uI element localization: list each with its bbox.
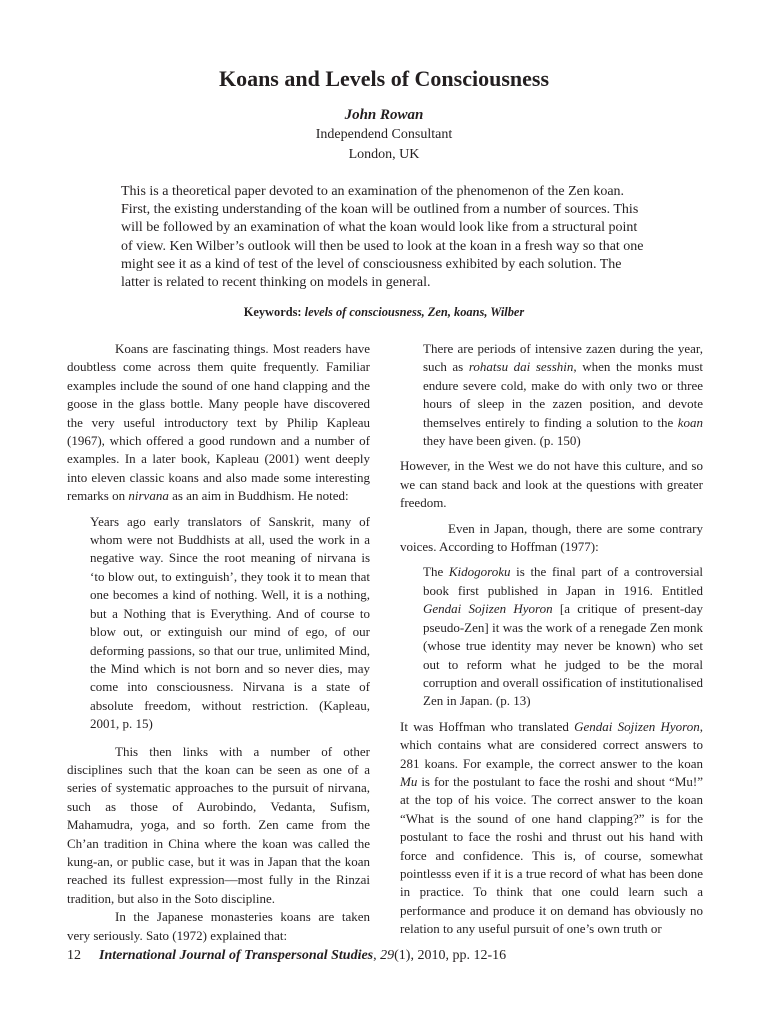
emphasis-text: Gendai Sojizen Hyoron [423, 601, 553, 617]
body-paragraph: This then links with a number of other disciplines such that the koan can be seen as one of a series of systematic approaches to the pursuit of nirvana, such as those of Aurobindo, Vedanta, Sufism, Mahamudra, yoga, and so forth. Zen came from the Ch’an tradition in China where the koan was called the kung-an, or public case, but it was in Japan that the koan reached its fullest expression—most fully in the Rinzai tradition, but also in the Soto discipline. [67, 743, 370, 906]
emphasis-text: rohatsu dai sesshin [468, 359, 574, 375]
author-affiliation: Independend Consultant [315, 127, 453, 142]
keywords-list: levels of consciousness, Zen, koans, Wilber [304, 305, 525, 319]
body-paragraph: However, in the West we do not have this culture, and so we can stand back and look at the questions with greater freedom. [400, 458, 703, 511]
page-number: 12 [67, 948, 81, 963]
block-quote [423, 563, 703, 710]
emphasis-text: Gendai Sojizen Hyoron [574, 718, 700, 734]
emphasis-text: nirvana [128, 488, 169, 504]
text-run: The [423, 564, 449, 580]
page-footer [67, 948, 707, 964]
body-paragraph: Even in Japan, though, there are some contrary voices. According to Hoffman (1977): [400, 520, 703, 555]
text-run: Koans are fascinating things. Most readers have doubtless come across them quite frequently. Familiar examples include the sound of one hand clapping and the goose in the glass bottle. Many people have discovered the very useful introductory text by Philip Kapleau (1967), which offered a good rundown and a number of examples. In a later book, Kapleau (2001) went deeply into eleven classic koans and also made some interesting remarks on [67, 341, 370, 504]
text-run: It was Hoffman who translated [400, 718, 575, 734]
keywords-label: Keywords: [243, 305, 302, 319]
text-run: they have been given. (p. 150) [423, 433, 581, 449]
journal-volume: 29 [380, 948, 395, 963]
abstract: This is a theoretical paper devoted to an examination of the phenomenon of the Zen koan. First, the existing understanding of the koan will be outlined from a number of sources. This will be followed by an examination of what the koan would look like from a structural point of view. Ken Wilber’s outlook will then be used to look at the koan in a fresh way so that one might see it as a kind of test of the level of consciousness exhibited by each solution. The latter is related to recent thinking on models in general. [121, 184, 644, 291]
author-name: John Rowan [344, 107, 424, 123]
body-paragraph: In the Japanese monasteries koans are taken very seriously. Sato (1972) explained that: [67, 909, 370, 943]
keywords-line [0, 305, 768, 320]
journal-issue-details: (1), 2010, pp. 12-16 [394, 948, 507, 963]
paper-title: Koans and Levels of Consciousness [218, 66, 550, 91]
right-column [400, 340, 703, 940]
emphasis-text: Kidogoroku [448, 564, 511, 580]
left-column [67, 340, 370, 943]
text-run: There are periods of intensive zazen during the year, such as [423, 341, 703, 375]
text-run: [a critique of present-day pseudo-Zen] it was the work of a renegade Zen monk (whose true identity may never be known) who set out to reform what he judged to be the moral corruption and overall ossification of institutionalised Zen in Japan. (p. 13) [423, 601, 704, 709]
block-quote: Years ago early translators of Sanskrit, many of whom were not Buddhists at all, used the work in a negative way. Since the root meaning of nirvana is ‘to blow out, to extinguish’, they took it to mean that one becomes a kind of nothing. Well, it is a nothing, but a Nothing that is Everything. And of course to blow out, or extinguish our mind of ego, of our deforming passions, so that our true, unlimited Mind, the Mind which is not born and so never dies, may come into consciousness. Nirvana is a state of absolute freedom, without restriction. (Kapleau, 2001, p. 15) [90, 513, 370, 732]
text-run: , when the monks must endure severe cold, make do with only two or three hours of sleep in the zazen position, and devote themselves entirely to finding a solution to the [423, 359, 703, 430]
journal-name: International Journal of Transpersonal Studies [99, 948, 374, 963]
text-run: , which contains what are considered correct answers to 281 koans. For example, the correct answer to the koan [400, 718, 703, 771]
text-run: is the final part of a controversial book first published in Japan in 1916. Entitled [423, 564, 703, 598]
footer-separator: , [373, 948, 381, 963]
emphasis-text: koan [677, 414, 703, 430]
text-run: as an aim in Buddhism. He noted: [168, 488, 349, 504]
text-run: is for the postulant to face the roshi and shout “Mu!” at the top of his voice. The correct answer to the koan “What is the sound of one hand clapping?” is for the postulant to face the roshi and thrust out his hand with force and confidence. This is, of course, somewhat pointlesss even if it is a true record of what has been done in practice. To think that one could learn such a performance and produce it on demand has obviously no relation to any useful pursuit of one’s own truth or [400, 773, 703, 937]
body-paragraph [67, 340, 370, 506]
emphasis-text: Mu [400, 773, 418, 789]
block-quote [423, 340, 703, 450]
author-location: London, UK [348, 147, 420, 162]
body-paragraph [400, 718, 703, 939]
